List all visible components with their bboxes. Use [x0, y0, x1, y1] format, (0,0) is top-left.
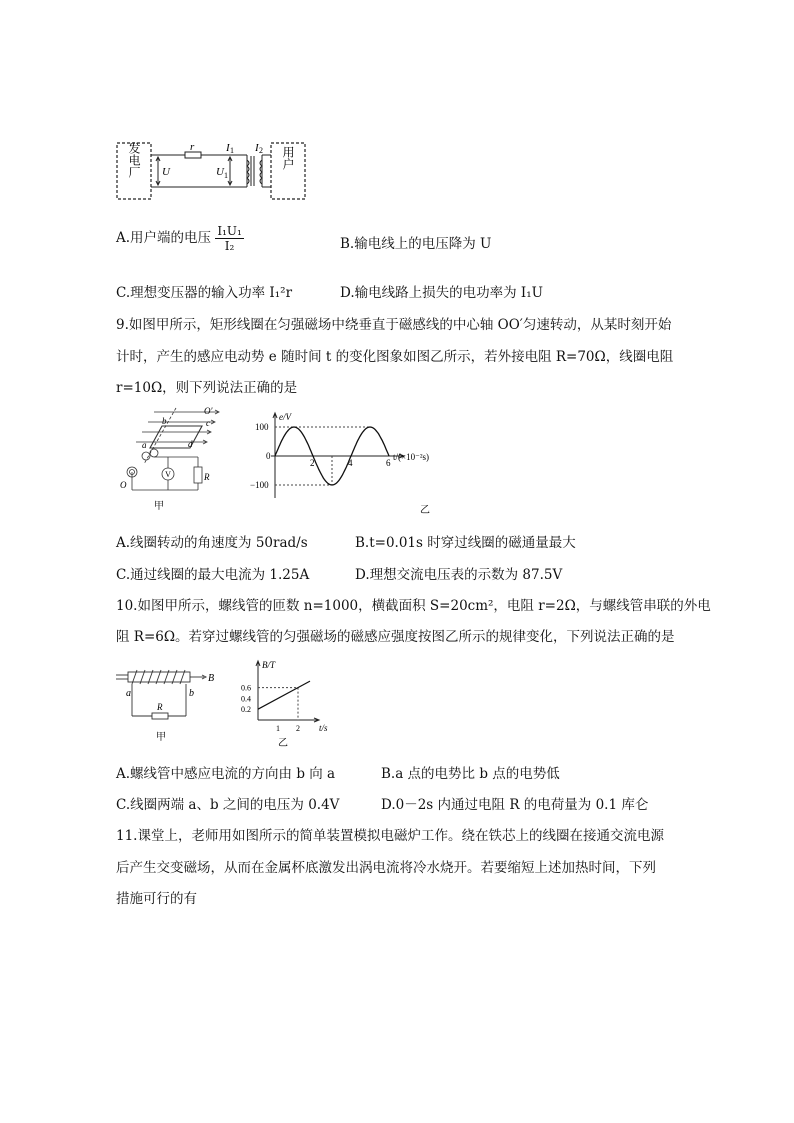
label-I2-sub: 2	[259, 146, 263, 155]
rotating-coil-figure	[118, 406, 228, 512]
q9-stem-line3: r=10Ω，则下列说法正确的是	[116, 380, 298, 396]
q9-option-c: C.通过线圈的最大电流为 1.25A	[116, 567, 310, 583]
label-resistor-R: R	[157, 702, 163, 712]
power-plant-label: 发电厂	[127, 142, 141, 178]
caption-jia: 甲	[156, 732, 166, 743]
solenoid-circuit-figure	[116, 664, 216, 746]
q9-option-d: D.理想交流电压表的示数为 87.5V	[355, 567, 563, 583]
y-tick-label: 0	[266, 451, 271, 461]
label-I2: I	[255, 142, 259, 154]
caption-yi: 乙	[278, 738, 288, 749]
q11-stem-line2: 后产生交变磁场，从而在金属杯底激发出涡电流将冷水烧开。若要缩短上述加热时间，下列	[116, 860, 656, 876]
x-axis-label: t/s	[319, 723, 328, 733]
x-tick-label: 2	[296, 724, 300, 733]
label-U: U	[162, 166, 170, 178]
label-field-B: B	[208, 673, 215, 684]
y-tick-label: 0.2	[241, 705, 251, 715]
q10-option-c: C.线圈两端 a、b 之间的电压为 0.4V	[116, 797, 340, 813]
q11-stem-line1: 11.课堂上，老师用如图所示的简单装置模拟电磁炉工作。绕在铁芯上的线圈在接通交流电源	[116, 828, 664, 844]
y-tick-label: 0.6	[241, 683, 251, 693]
y-tick-label: 0.4	[241, 694, 251, 704]
q9-option-a: A.线圈转动的角速度为 50rad/s	[116, 535, 308, 551]
x-axis-label: t/(×10⁻²s)	[393, 452, 430, 462]
q8-option-a-text: A.用户端的电压	[116, 230, 212, 246]
q11-stem-line3: 措施可行的有	[116, 891, 197, 907]
y-axis-label: e/V	[279, 412, 291, 422]
q8-option-d: D.输电线路上损失的电功率为 I₁U	[340, 285, 544, 301]
label-U1-sub: 1	[224, 171, 228, 180]
label-terminal-a: a	[126, 688, 131, 699]
label-terminal-b: b	[189, 688, 194, 699]
label-resistor-R: R	[204, 472, 210, 482]
label-coil-a: a	[142, 440, 147, 450]
y-axis-label: B/T	[262, 660, 276, 670]
caption-yi: 乙	[420, 505, 430, 516]
q9-stem-line2: 计时，产生的感应电动势 e 随时间 t 的变化图象如图乙所示，若外接电阻 R=70Ω，线圈电阻	[116, 349, 674, 365]
q10-stem-line2: 阻 R=6Ω。若穿过螺线管的匀强磁场的磁感应强度按图乙所示的规律变化，下列说法正确的是	[116, 629, 675, 645]
label-I1: I	[226, 142, 230, 154]
label-O-prime: O′	[204, 406, 213, 416]
q10-option-a: A.螺线管中感应电流的方向由 b 向 a	[116, 766, 336, 782]
user-label: 用户	[281, 146, 295, 170]
q10-stem-line1: 10.如图甲所示，螺线管的匝数 n=1000，横截面积 S=20cm²，电阻 r=2Ω，与螺线管串联的外电	[116, 598, 711, 614]
field-line	[258, 681, 310, 709]
emf-sine-chart	[250, 410, 450, 516]
caption-jia: 甲	[154, 501, 164, 512]
voltage-fraction	[215, 224, 243, 253]
fraction-numerator: I₁U₁	[217, 224, 242, 238]
y-tick-label: 100	[255, 422, 269, 432]
label-r: r	[190, 141, 195, 153]
label-U1: U	[216, 166, 224, 178]
q8-option-c: C.理想变压器的输入功率 I₁²r	[116, 285, 293, 301]
fraction-denominator: I₂	[224, 239, 235, 253]
x-tick-label: 6	[386, 458, 391, 468]
q9-stem-line1: 9.如图甲所示，矩形线圈在匀强磁场中绕垂直于磁感线的中心轴 OO′匀速转动，从某时刻开始	[116, 317, 672, 333]
label-I1-sub: 1	[230, 146, 234, 155]
label-coil-b: b	[162, 416, 167, 426]
label-voltmeter: V	[165, 470, 171, 479]
x-tick-label: 2	[310, 458, 315, 468]
x-tick-label: 4	[348, 458, 353, 468]
q10-option-b: B.a 点的电势比 b 点的电势低	[381, 766, 560, 782]
q10-option-d: D.0－2s 内通过电阻 R 的电荷量为 0.1 库仑	[381, 797, 649, 813]
field-strength-chart	[240, 658, 344, 750]
label-coil-d: d	[188, 439, 193, 449]
q8-option-b: B.输电线上的电压降为 U	[340, 236, 492, 252]
transmission-circuit-figure	[116, 140, 306, 202]
q9-option-b: B.t=0.01s 时穿过线圈的磁通量最大	[355, 535, 576, 551]
label-coil-c: c	[206, 418, 210, 428]
q8-option-a	[116, 224, 244, 253]
label-O: O	[120, 480, 127, 490]
y-tick-label: −100	[250, 480, 269, 490]
x-tick-label: 1	[276, 724, 280, 733]
